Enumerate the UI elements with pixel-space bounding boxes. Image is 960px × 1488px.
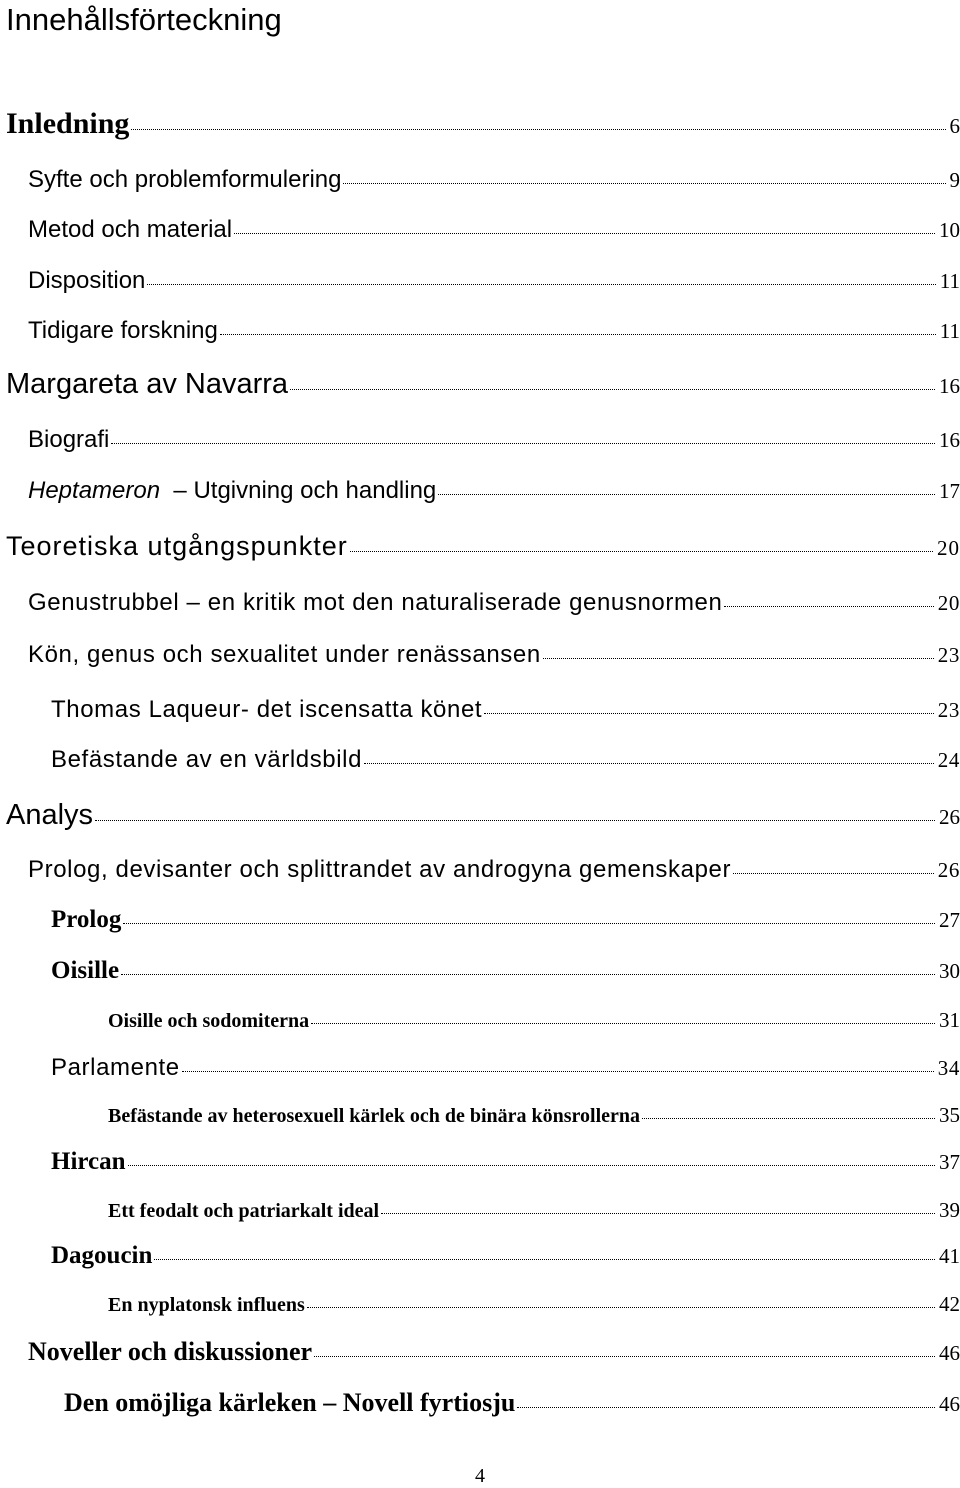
toc-entry-kon-genus[interactable] <box>28 641 960 669</box>
page-footer-number: 4 <box>0 1465 960 1488</box>
toc-entry-label: Genustrubbel – en kritik mot den naturaliserade genusnormen <box>28 589 722 617</box>
toc-page-number: 24 <box>938 748 960 773</box>
toc-page-number: 20 <box>937 536 960 561</box>
toc-entry-label: Biografi <box>28 426 109 454</box>
toc-leader-dots <box>311 1023 935 1024</box>
toc-leader-dots <box>121 974 935 975</box>
toc-entry-label: Ett feodalt och patriarkalt ideal <box>108 1200 379 1223</box>
toc-entry-genustrubbel[interactable] <box>28 589 960 617</box>
toc-page-number: 9 <box>950 168 960 193</box>
toc-page-number: 41 <box>939 1244 960 1269</box>
toc-leader-dots <box>182 1071 934 1072</box>
toc-page-number: 20 <box>938 591 960 616</box>
toc-entry-label: Dagoucin <box>51 1242 152 1270</box>
toc-leader-dots <box>343 183 945 184</box>
toc-page-number: 42 <box>939 1292 960 1317</box>
toc-leader-dots <box>95 820 935 821</box>
toc-leader-dots <box>438 494 935 495</box>
toc-leader-dots <box>128 1165 935 1166</box>
toc-page-number: 26 <box>938 858 960 883</box>
toc-leader-dots <box>154 1259 935 1260</box>
toc-entry-dash: – <box>167 477 194 504</box>
toc-leader-dots <box>234 233 935 234</box>
toc-leader-dots <box>147 284 935 285</box>
toc-leader-dots <box>111 443 935 444</box>
toc-page-number: 46 <box>939 1341 960 1366</box>
toc-entry-befastande-heterosexuell[interactable] <box>108 1103 960 1128</box>
toc-entry-disposition[interactable] <box>28 267 960 295</box>
toc-page-number: 17 <box>939 479 960 504</box>
toc-leader-dots <box>131 129 945 130</box>
toc-entry-omojliga-karleken[interactable] <box>64 1388 960 1418</box>
toc-entry-label: Prolog, devisanter och splittrandet av androgyna gemenskaper <box>28 856 731 884</box>
toc-entry-dagoucin[interactable] <box>51 1242 960 1270</box>
toc-leader-dots <box>484 713 934 714</box>
toc-leader-dots <box>364 763 934 764</box>
toc-leader-dots <box>733 873 934 874</box>
toc-entry-label <box>28 477 436 505</box>
toc-leader-dots <box>642 1118 935 1119</box>
toc-entry-oisille-sodomiterna[interactable] <box>108 1008 960 1033</box>
toc-entry-label-rest: Utgivning och handling <box>193 477 436 504</box>
toc-entry-heptameron[interactable] <box>28 477 960 505</box>
toc-page-number: 11 <box>940 319 960 344</box>
toc-entry-label: Disposition <box>28 267 145 295</box>
toc-entry-label: Den omöjliga kärleken – Novell fyrtiosju <box>64 1388 515 1418</box>
toc-entry-label: Parlamente <box>51 1054 180 1082</box>
toc-title: Innehållsförteckning <box>6 0 282 40</box>
toc-page-number: 23 <box>938 698 960 723</box>
toc-leader-dots <box>724 606 933 607</box>
toc-entry-label: Teoretiska utgångspunkter <box>6 531 348 562</box>
toc-entry-margareta[interactable] <box>6 368 960 401</box>
toc-page-number: 11 <box>940 269 960 294</box>
toc-entry-label: Syfte och problemformulering <box>28 166 341 194</box>
toc-entry-biografi[interactable] <box>28 426 960 454</box>
toc-entry-label: Oisille <box>51 957 119 985</box>
toc-entry-tidigare-forskning[interactable] <box>28 317 960 345</box>
toc-leader-dots <box>350 551 933 552</box>
toc-entry-label: Prolog <box>51 906 121 934</box>
toc-entry-metod[interactable] <box>28 216 960 244</box>
toc-entry-label: Noveller och diskussioner <box>28 1337 312 1367</box>
toc-leader-dots <box>307 1307 935 1308</box>
toc-page-number: 35 <box>939 1103 960 1128</box>
toc-entry-prolog-devisanter[interactable] <box>28 856 960 884</box>
toc-entry-feodalt-ideal[interactable] <box>108 1198 960 1223</box>
toc-leader-dots <box>517 1407 935 1408</box>
toc-entry-nyplatonsk[interactable] <box>108 1292 960 1317</box>
toc-entry-inledning[interactable] <box>6 107 960 141</box>
toc-page-number: 10 <box>939 218 960 243</box>
toc-page-number: 16 <box>939 374 960 399</box>
toc-entry-label: Metod och material <box>28 216 232 244</box>
toc-leader-dots <box>290 389 935 390</box>
toc-entry-label: Kön, genus och sexualitet under renässansen <box>28 641 541 669</box>
toc-page-number: 37 <box>939 1150 960 1175</box>
toc-entry-label: En nyplatonsk influens <box>108 1294 305 1317</box>
toc-entry-parlamente[interactable] <box>51 1054 960 1082</box>
toc-entry-syfte[interactable] <box>28 166 960 194</box>
toc-entry-analys[interactable] <box>6 799 960 832</box>
toc-entry-label: Befästande av heterosexuell kärlek och de binära könsrollerna <box>108 1105 640 1128</box>
toc-entry-befastande-varldsbild[interactable] <box>51 746 960 774</box>
toc-entry-label: Tidigare forskning <box>28 317 218 345</box>
toc-page-number: 16 <box>939 428 960 453</box>
toc-entry-label: Hircan <box>51 1148 126 1176</box>
toc-page-number: 26 <box>939 805 960 830</box>
toc-page-number: 27 <box>939 908 960 933</box>
toc-entry-laqueur[interactable] <box>51 696 960 724</box>
toc-entry-label: Oisille och sodomiterna <box>108 1010 309 1033</box>
toc-page-number: 6 <box>950 114 960 139</box>
toc-leader-dots <box>381 1213 935 1214</box>
toc-entry-oisille[interactable] <box>51 957 960 985</box>
toc-entry-label-italic: Heptameron <box>28 477 160 504</box>
toc-entry-label: Befästande av en världsbild <box>51 746 362 774</box>
toc-leader-dots <box>220 334 936 335</box>
toc-entry-label: Margareta av Navarra <box>6 368 288 401</box>
toc-page-number: 31 <box>939 1008 960 1033</box>
toc-entry-noveller[interactable] <box>28 1337 960 1367</box>
toc-entry-hircan[interactable] <box>51 1148 960 1176</box>
toc-entry-prolog[interactable] <box>51 906 960 934</box>
toc-page-number: 34 <box>938 1056 960 1081</box>
toc-entry-label: Analys <box>6 799 93 832</box>
toc-page-number: 23 <box>938 643 960 668</box>
toc-page-number: 39 <box>939 1198 960 1223</box>
toc-page-number: 46 <box>939 1392 960 1417</box>
toc-leader-dots <box>123 923 935 924</box>
toc-entry-label: Inledning <box>6 107 129 141</box>
toc-leader-dots <box>543 658 934 659</box>
toc-leader-dots <box>314 1356 935 1357</box>
toc-entry-label: Thomas Laqueur- det iscensatta könet <box>51 696 482 724</box>
toc-page-number: 30 <box>939 959 960 984</box>
toc-entry-teoretiska[interactable] <box>6 531 960 562</box>
